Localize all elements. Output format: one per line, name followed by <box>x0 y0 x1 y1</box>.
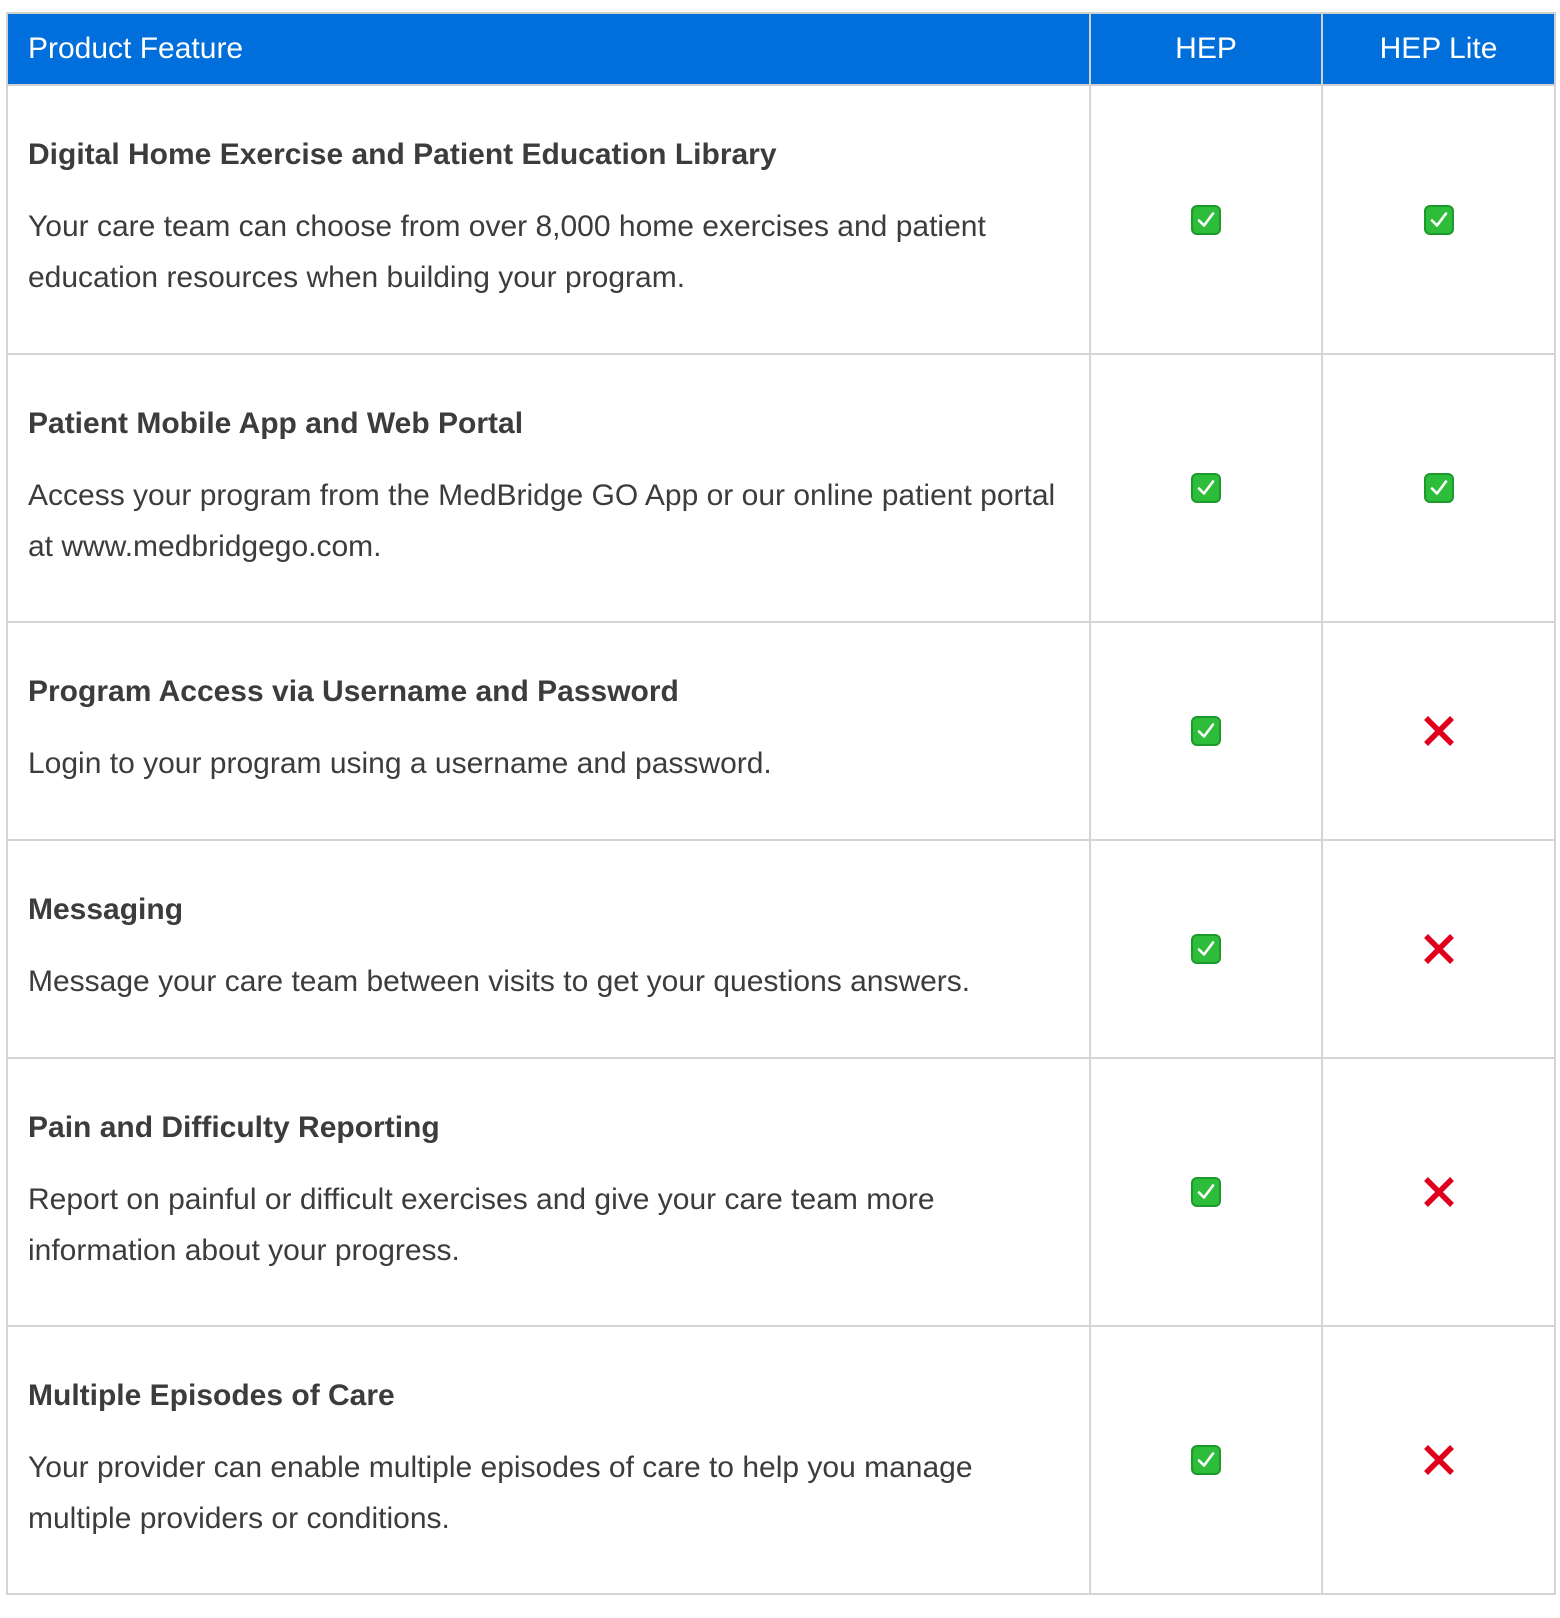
feature-cell <box>7 622 1090 840</box>
cross-icon <box>1422 932 1456 966</box>
hep-cell <box>1090 840 1322 1058</box>
feature-description: Your care team can choose from over 8,000 home exercises and patient education resources when building your program. <box>28 210 986 294</box>
check-icon <box>1191 1445 1221 1475</box>
feature-comparison-table <box>6 12 1556 1595</box>
table-row <box>7 85 1555 354</box>
feature-title: Patient Mobile App and Web Portal <box>28 406 524 440</box>
feature-cell <box>7 1058 1090 1326</box>
column-header-hep: HEP <box>1090 13 1322 85</box>
comparison-table-wrapper <box>6 12 1554 1595</box>
feature-cell <box>7 85 1090 354</box>
table-row <box>7 1058 1555 1326</box>
hep-lite-cell <box>1322 354 1555 622</box>
feature-title: Multiple Episodes of Care <box>28 1378 395 1412</box>
feature-description: Access your program from the MedBridge GO App or our online patient portal at www.medbridgego.com. <box>28 478 1056 563</box>
table-row <box>7 1326 1555 1594</box>
hep-cell <box>1090 622 1322 840</box>
feature-description: Message your care team between visits to get your questions answers. <box>28 965 971 998</box>
hep-cell <box>1090 354 1322 622</box>
table-header-row <box>7 13 1555 85</box>
check-icon <box>1424 205 1454 235</box>
table-row <box>7 840 1555 1058</box>
feature-title: Pain and Difficulty Reporting <box>28 1110 440 1144</box>
feature-cell <box>7 840 1090 1058</box>
check-icon <box>1424 473 1454 503</box>
hep-lite-cell <box>1322 85 1555 354</box>
feature-description: Your provider can enable multiple episodes of care to help you manage multiple providers or conditions. <box>28 1450 973 1535</box>
table-row <box>7 354 1555 622</box>
column-header-hep-lite: HEP Lite <box>1322 13 1555 85</box>
check-icon <box>1191 1177 1221 1207</box>
check-icon <box>1191 473 1221 503</box>
feature-description: Report on painful or difficult exercises and give your care team more information about your progress. <box>28 1182 935 1267</box>
check-icon <box>1191 205 1221 235</box>
cross-icon <box>1422 1175 1456 1209</box>
hep-lite-cell <box>1322 622 1555 840</box>
feature-title: Digital Home Exercise and Patient Education Library <box>28 138 777 171</box>
hep-cell <box>1090 1326 1322 1594</box>
hep-cell <box>1090 85 1322 354</box>
feature-title: Program Access via Username and Password <box>28 675 679 708</box>
feature-description: Login to your program using a username and password. <box>28 747 772 780</box>
feature-title: Messaging <box>28 893 184 926</box>
table-row <box>7 622 1555 840</box>
check-icon <box>1191 716 1221 746</box>
feature-cell <box>7 1326 1090 1594</box>
cross-icon <box>1422 714 1456 748</box>
hep-lite-cell <box>1322 1058 1555 1326</box>
hep-lite-cell <box>1322 1326 1555 1594</box>
column-header-feature: Product Feature <box>7 13 1090 85</box>
hep-lite-cell <box>1322 840 1555 1058</box>
check-icon <box>1191 934 1221 964</box>
cross-icon <box>1422 1443 1456 1477</box>
hep-cell <box>1090 1058 1322 1326</box>
feature-cell <box>7 354 1090 622</box>
